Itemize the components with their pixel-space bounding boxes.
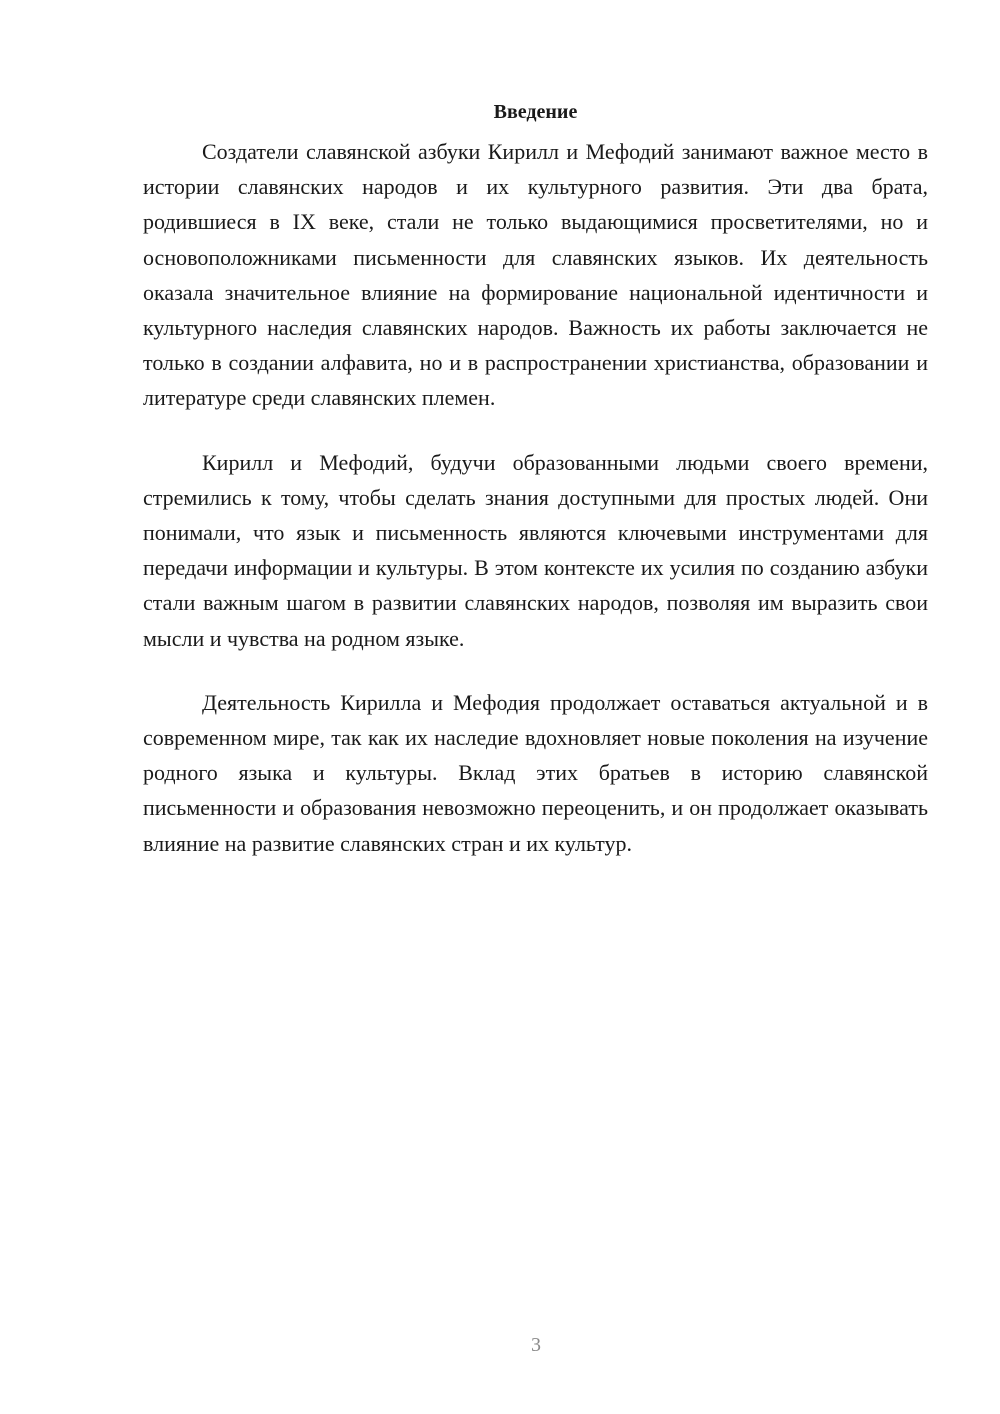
- page-number: 3: [531, 1334, 541, 1356]
- paragraph-2: Кирилл и Мефодий, будучи образованными людьми своего времени, стремились к тому, чтобы сделать знания доступными для простых людей. Они понимали, что язык и письменность являются ключевыми инструментами для передачи информации и культуры. В этом контексте их усилия по созданию азбуки стали важным шагом в развитии славянских народов, позволяя им выразить свои мысли и чувства на родном языке.: [143, 449, 928, 651]
- section-title: Введение: [493, 101, 578, 123]
- page-content: [143, 98, 928, 890]
- paragraph-1: Создатели славянской азбуки Кирилл и Мефодий занимают важное место в истории славянских народов и их культурного развития. Эти два брата, родившиеся в IX веке, стали не только выдающимися просветителями, но и основоположниками письменности для славянских языков. Их деятельность оказала значительное влияние на формирование национальной идентичности и культурного наследия славянских народов. Важность их работы заключается не только в создании алфавита, но и в распространении христианства, образовании и литературе среди славянских племен.: [143, 139, 928, 411]
- paragraph-3: Деятельность Кирилла и Мефодия продолжает оставаться актуальной и в современном мире, так как их наследие вдохновляет новые поколения на изучение родного языка и культуры. Вклад этих братьев в историю славянской письменности и образования невозможно переоценить, и он продолжает оказывать влияние на развитие славянских стран и их культур.: [143, 689, 928, 856]
